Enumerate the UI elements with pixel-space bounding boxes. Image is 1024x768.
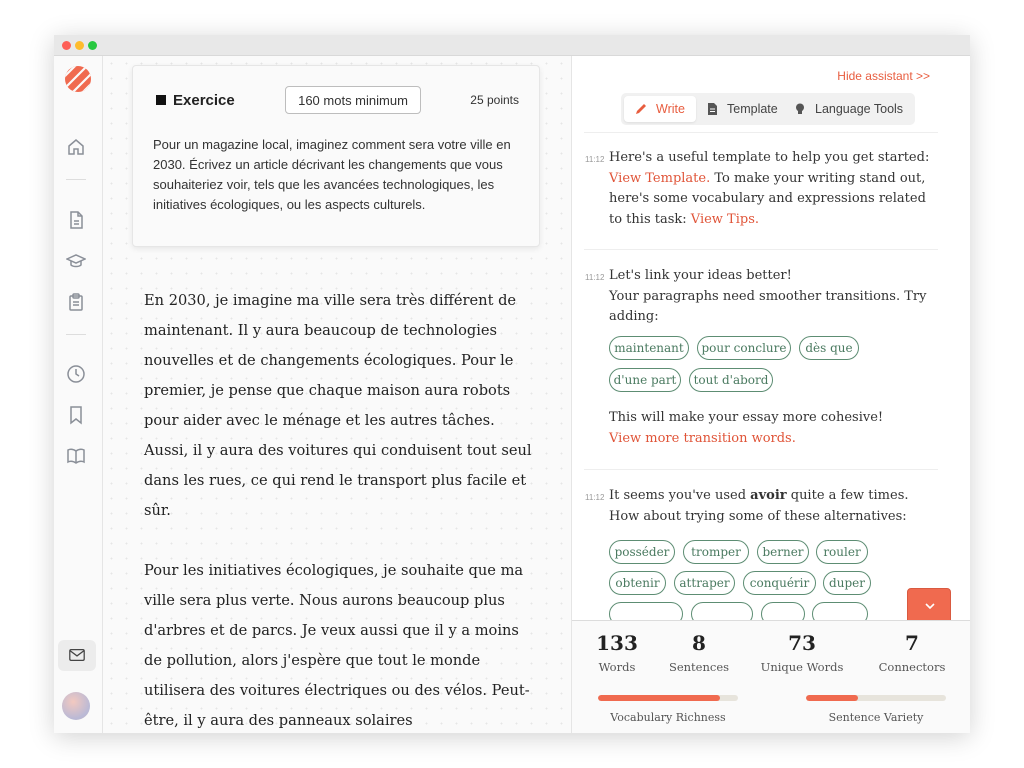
chevron-down-icon <box>924 600 936 612</box>
close-window-button[interactable] <box>62 41 71 50</box>
suggestion-chip[interactable]: maintenant <box>609 336 689 360</box>
words-count: 133 <box>596 631 638 655</box>
file-icon <box>705 102 719 116</box>
message-text: It seems you've used <box>609 488 751 503</box>
assistant-message <box>609 148 939 230</box>
tab-template[interactable] <box>705 96 778 122</box>
vocabulary-richness-bar <box>598 695 738 701</box>
suggestion-chip[interactable]: pour conclure <box>697 336 791 360</box>
square-icon <box>156 95 166 105</box>
sidebar-divider <box>66 179 86 180</box>
avatar[interactable] <box>62 692 90 720</box>
graduation-cap-icon[interactable] <box>66 251 86 271</box>
view-tips-link[interactable]: View Tips. <box>690 211 760 227</box>
suggestion-chip[interactable]: tromper <box>683 540 749 564</box>
message-text: quite a few times. How about trying some of these alternatives: <box>609 488 909 524</box>
hide-assistant-link[interactable]: Hide assistant >> <box>837 69 930 83</box>
assistant-tabs <box>621 93 915 125</box>
message-text: Here's a useful template to help you get started: <box>609 150 930 165</box>
vocabulary-richness-label: Vocabulary Richness <box>610 711 726 724</box>
message-text: Let's link your ideas better! <box>609 268 792 283</box>
unique-words-label: Unique Words <box>760 660 844 674</box>
points-label: 25 points <box>470 93 519 107</box>
maximize-window-button[interactable] <box>88 41 97 50</box>
exercise-prompt: Pour un magazine local, imaginez comment sera votre ville en 2030. Écrivez un article décrivant les changements que vous souhaiteriez voir, tels que les avancées technologiques, les initiatives écologiques, ou les aspects culturels. <box>153 137 511 212</box>
word-count-button[interactable]: 160 mots minimum <box>285 86 421 114</box>
sentence-variety-bar <box>806 695 946 701</box>
message-text: Your paragraphs need smoother transitions. Try adding: <box>609 288 927 324</box>
sentences-label: Sentences <box>668 660 730 674</box>
divider <box>584 132 938 133</box>
logo-icon[interactable] <box>64 65 92 93</box>
book-icon[interactable] <box>66 446 86 466</box>
tab-language-tools-label: Language Tools <box>815 102 904 116</box>
scroll-down-button[interactable] <box>907 588 951 622</box>
mail-button[interactable] <box>58 640 96 671</box>
bookmark-icon[interactable] <box>66 405 86 425</box>
suggestion-chip[interactable]: obtenir <box>609 571 666 595</box>
lightbulb-icon <box>793 102 807 116</box>
minimize-window-button[interactable] <box>75 41 84 50</box>
sidebar-divider <box>66 334 86 335</box>
stats-panel <box>572 620 970 733</box>
connectors-count: 7 <box>905 631 919 655</box>
assistant-message <box>609 486 939 527</box>
view-template-link[interactable]: View Template. <box>609 170 711 186</box>
clipboard-icon[interactable] <box>66 292 86 312</box>
suggestion-chip[interactable]: attraper <box>674 571 735 595</box>
highlighted-word: avoir <box>750 488 787 503</box>
sentence-variety-fill <box>806 695 858 701</box>
words-label: Words <box>598 660 636 674</box>
message-timestamp: 11:12 <box>585 155 605 164</box>
vocabulary-richness-fill <box>598 695 720 701</box>
suggestion-chip[interactable]: posséder <box>609 540 675 564</box>
sentence-variety-label: Sentence Variety <box>828 711 924 724</box>
suggestion-chip[interactable]: rouler <box>816 540 868 564</box>
clock-icon[interactable] <box>66 364 86 384</box>
suggestion-chip[interactable]: d'une part <box>609 368 681 392</box>
assistant-message <box>609 408 939 449</box>
tab-template-label: Template <box>727 102 778 116</box>
title-bar <box>54 35 970 56</box>
message-timestamp: 11:12 <box>585 493 605 502</box>
exercise-card <box>132 65 540 247</box>
essay-paragraph: En 2030, je imagine ma ville sera très différent de maintenant. Il y aura beaucoup de technologies nouvelles et de changements écologiques. Pour le premier, je pense que chaque maison aura robots pour aider avec le ménage et les autres tâches. Aussi, il y aura des voitures qui conduisent tout seul dans les rues, ce qui rend le transport plus facile et sûr. <box>144 292 532 519</box>
mail-icon <box>68 646 86 664</box>
suggestion-chip[interactable]: berner <box>757 540 809 564</box>
sidebar <box>54 56 103 733</box>
tab-language-tools[interactable] <box>793 96 903 122</box>
home-icon[interactable] <box>66 137 86 157</box>
tab-write[interactable] <box>624 96 696 122</box>
assistant-message <box>609 266 939 328</box>
divider <box>584 469 938 470</box>
document-icon[interactable] <box>66 210 86 230</box>
assistant-panel <box>571 56 970 733</box>
exercise-title <box>156 92 235 109</box>
pencil-icon <box>634 102 648 116</box>
suggestion-chip[interactable]: duper <box>823 571 871 595</box>
message-timestamp: 11:12 <box>585 273 605 282</box>
view-more-transitions-link[interactable]: View more transition words. <box>609 430 796 446</box>
message-text: This will make your essay more cohesive! <box>609 410 884 425</box>
editor-panel <box>104 56 570 733</box>
exercise-title-text: Exercice <box>173 92 235 109</box>
app-window <box>54 35 970 733</box>
unique-words-count: 73 <box>788 631 816 655</box>
message-text: To make your writing stand out, here's some vocabulary and expressions related to this task: <box>609 170 926 227</box>
connectors-label: Connectors <box>878 660 946 674</box>
suggestion-chip[interactable]: tout d'abord <box>689 368 773 392</box>
essay-paragraph: Pour les initiatives écologiques, je souhaite que ma ville sera plus verte. Nous aurons beaucoup plus d'arbres et de parcs. Je veux aussi que il y a moins de pollution, alors j'espère que tout le monde utilisera des voitures électriques ou des vélos. Peut-être, il y aura des panneaux solaires <box>144 562 530 729</box>
suggestion-chip[interactable]: dès que <box>799 336 859 360</box>
suggestion-chip[interactable]: conquérir <box>743 571 816 595</box>
sentences-count: 8 <box>692 631 706 655</box>
divider <box>584 249 938 250</box>
tab-write-label: Write <box>656 102 685 116</box>
essay-text-area[interactable] <box>144 286 534 733</box>
